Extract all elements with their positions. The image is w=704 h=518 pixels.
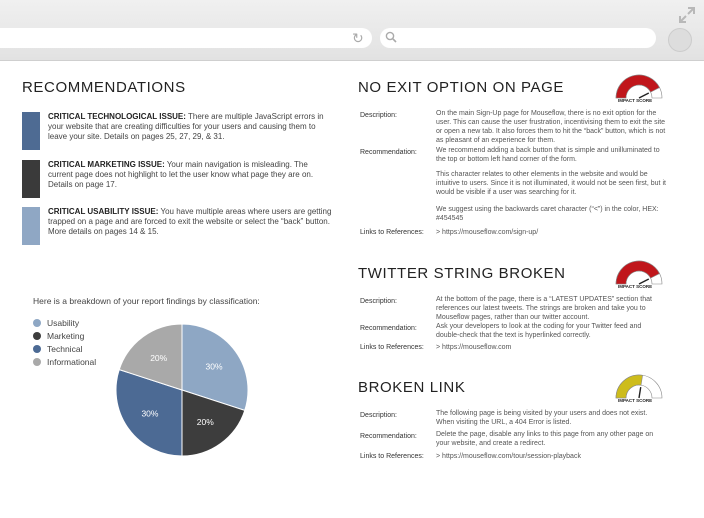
issue-label: CRITICAL TECHNOLOGICAL ISSUE:	[48, 112, 186, 121]
recommendation-label: Recommendation:	[360, 149, 417, 156]
recommendation-text: Delete the page, disable any links to this page from any other page on your website, and create a redirect.	[436, 431, 654, 447]
finding-title: BROKEN LINK	[358, 379, 466, 396]
impact-score-label: IMPACT SCORE	[618, 284, 653, 289]
search-icon	[385, 31, 397, 43]
impact-score-label: IMPACT SCORE	[618, 398, 653, 403]
recommendation-label: Recommendation:	[360, 325, 417, 332]
finding-title: TWITTER STRING BROKEN	[358, 265, 566, 282]
profile-button[interactable]	[668, 28, 692, 52]
issue-label: CRITICAL USABILITY ISSUE:	[48, 207, 159, 216]
links-label: Links to References:	[360, 229, 424, 236]
arrow-right-icon: >	[436, 344, 441, 351]
breakdown-intro: Here is a breakdown of your report findings by classification:	[33, 296, 260, 306]
impact-score-label: IMPACT SCORE	[618, 98, 653, 103]
description-text: At the bottom of the page, there is a “LATEST UPDATES” section that references our latest tweets. The strings are broken and take you to Mouseflow pages, rather than our twitter account.	[436, 296, 652, 321]
browser-toolbar	[0, 0, 704, 61]
description-label: Description:	[360, 412, 397, 419]
recommendation-label: Recommendation:	[360, 433, 417, 440]
pie-slice-label: 20%	[150, 352, 168, 363]
issue-color-bar	[22, 207, 40, 245]
issue-label: CRITICAL MARKETING ISSUE:	[48, 160, 165, 169]
pie-slice-label: 30%	[141, 408, 159, 419]
address-bar[interactable]	[0, 28, 372, 48]
links-label: Links to References:	[360, 453, 424, 460]
reload-icon[interactable]: ↻	[352, 30, 364, 46]
reference-link[interactable]: > https://mouseflow.com/sign-up/	[436, 229, 539, 236]
issue-color-bar	[22, 112, 40, 150]
pie-slice-label: 20%	[196, 417, 214, 428]
recommendation-text: Ask your developers to look at the coding for your Twitter feed and double-check that the text is hyperlinked correctly.	[436, 323, 642, 339]
page-title: RECOMMENDATIONS	[22, 79, 186, 96]
legend-swatch	[33, 358, 41, 366]
impact-gauge-icon	[614, 258, 664, 286]
recommendation-text: We suggest using the backwards caret character (“<”) in the color, HEX: #454545	[436, 206, 659, 222]
links-label: Links to References:	[360, 344, 424, 351]
legend-swatch	[33, 332, 41, 340]
legend-item-technical: Technical	[33, 344, 96, 357]
issue-text: You have multiple areas where users are getting trapped on a page and are forced to exit the website or select the “back” button. More details on pages 14 & 15.	[48, 207, 332, 236]
impact-gauge-icon	[614, 72, 664, 100]
description-label: Description:	[360, 298, 397, 305]
description-text: On the main Sign-Up page for Mouseflow, there is no exit option for the user. This can cause the user frustration, incentivising them to exit the site or open a new tab. It also forces them to hit the “back” button, which is not as pleasant of an experience for them.	[436, 110, 666, 144]
legend-swatch	[33, 319, 41, 327]
description-text: The following page is being visited by your users and does not exist. When visiting the URL, a 404 Error is listed.	[436, 410, 648, 426]
legend-item-marketing: Marketing	[33, 331, 96, 344]
chart-legend	[33, 318, 96, 370]
gauge-fill	[616, 375, 643, 398]
impact-gauge-icon	[614, 372, 664, 400]
arrow-right-icon: >	[436, 229, 441, 236]
arrow-right-icon: >	[436, 453, 441, 460]
reference-link[interactable]: > https://mouseflow.com	[436, 344, 512, 351]
expand-icon[interactable]	[678, 6, 696, 24]
recommendation-text: We recommend adding a back button that is simple and unilluminated to the top or bottom left hand corner of the form.	[436, 147, 660, 163]
recommendation-text: This character relates to other elements in the website and would be intuitive to users. Since it is not illuminated, it would not be seen first, but it would be visible if a user was searching for it.	[436, 171, 666, 196]
legend-item-usability: Usability	[33, 318, 96, 331]
legend-item-informational: Informational	[33, 357, 96, 370]
finding-title: NO EXIT OPTION ON PAGE	[358, 79, 565, 96]
pie-chart	[114, 322, 250, 458]
reference-link[interactable]: > https://mouseflow.com/tour/session-playback	[436, 453, 581, 460]
issue-text: There are multiple JavaScript errors in your website that are creating difficulties for your users and causing them to leave your site. Details on pages 25, 27, 29, & 31.	[48, 112, 324, 141]
pie-slice-label: 30%	[205, 361, 223, 372]
gauge-needle	[639, 387, 641, 398]
description-label: Description:	[360, 112, 397, 119]
legend-swatch	[33, 345, 41, 353]
issue-color-bar	[22, 160, 40, 198]
search-bar[interactable]	[380, 28, 656, 48]
issue-text: Your main navigation is misleading. The current page does not highlight to let the user know what page they are on. Details on page 17.	[48, 160, 314, 189]
